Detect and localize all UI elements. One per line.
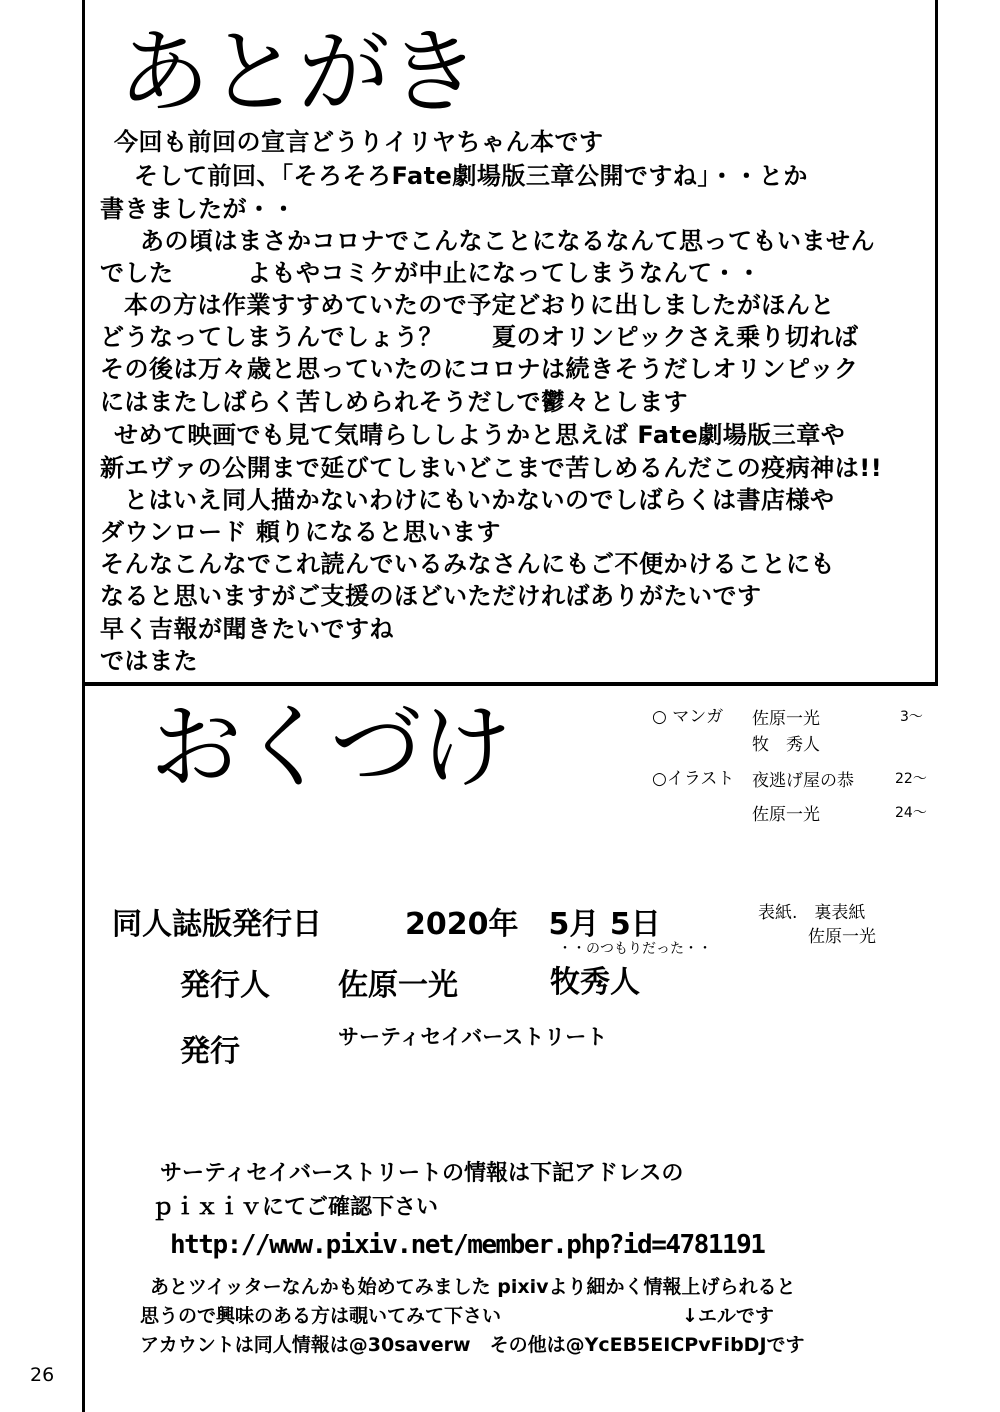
credit-manga-label: ○ マンガ	[652, 707, 724, 727]
issue-note: ・・のつもりだった・・	[558, 941, 712, 957]
section-divider	[82, 682, 938, 686]
credit-manga-artist-2: 牧 秀人	[752, 735, 820, 755]
account-line: アカウントは同人情報は@30saverw その他は@YcEB5EICPvFibDJです	[140, 1334, 805, 1356]
colophon-title: おくづけ	[150, 694, 511, 801]
afterword-line: 新エヴァの公開まで延びてしまいどこまで苦しめるんだこの疫病神は!!	[100, 454, 883, 482]
left-border	[82, 0, 85, 1412]
afterword-line: とはいえ同人描かないわけにもいかないのでしばらくは書店様や	[124, 486, 835, 514]
afterword-line: ダウンロード 頼りになると思います	[100, 518, 501, 546]
afterword-line: その後は万々歳と思っていたのにコロナは続きそうだしオリンピック	[100, 355, 859, 383]
credit-illust-page-1: 22～	[895, 771, 927, 787]
afterword-line: そして前回、「そろそろFate劇場版三章公開ですね」・・とか	[134, 162, 808, 190]
twitter-arrow: ↓エルです	[682, 1305, 774, 1327]
issue-date: 2020年 5月 5日	[405, 907, 661, 942]
pixiv-url[interactable]: http://www.pixiv.net/member.php?id=4781191	[170, 1230, 765, 1260]
right-border	[935, 0, 938, 686]
twitter-line-2: 思うので興味のある方は覗いてみて下さい	[140, 1305, 502, 1327]
publisher-1: 佐原一光	[338, 968, 458, 1003]
publisher-label: 発行人	[180, 968, 270, 1003]
afterword-title: あとがき	[118, 19, 479, 126]
issuer-name: サーティセイバーストリート	[338, 1025, 608, 1049]
afterword-line: 本の方は作業すすめていたので予定どおりに出しましたがほんと	[124, 291, 835, 319]
afterword-line: 今回も前回の宣言どうりイリヤちゃん本です	[114, 128, 604, 156]
afterword-line: ではまた	[100, 647, 198, 675]
afterword-line: どうなってしまうんでしょう？ 夏のオリンピックさえ乗り切れば	[100, 323, 859, 351]
publisher-2: 牧秀人	[550, 965, 640, 1000]
credit-manga-artist-1: 佐原一光	[752, 709, 820, 729]
afterword-line: なると思いますがご支援のほどいただければありがたいです	[100, 582, 762, 610]
afterword-line: 書きましたが・・	[100, 195, 296, 223]
afterword-line: 早く吉報が聞きたいですね	[100, 615, 394, 643]
issue-label: 同人誌版発行日	[112, 907, 322, 942]
afterword-line: あの頃はまさかコロナでこんなことになるなんて思ってもいません	[140, 227, 875, 255]
credit-illust-artist-2: 佐原一光	[752, 805, 820, 825]
credit-illust-label: ○イラスト	[652, 769, 735, 789]
afterword-line: でした よもやコミケが中止になってしまうなんて・・	[100, 259, 762, 287]
cover-credit-label: 表紙. 裏表紙	[758, 903, 866, 923]
issuer-label: 発行	[180, 1034, 240, 1069]
page-number: 26	[30, 1364, 55, 1386]
info-line-2: ｐｉｘｉｖにてご確認下さい	[152, 1195, 439, 1220]
info-line-1: サーティセイバーストリートの情報は下記アドレスの	[160, 1161, 684, 1186]
afterword-line: にはまたしばらく苦しめられそうだしで鬱々とします	[100, 388, 688, 416]
afterword-line: そんなこんなでこれ読んでいるみなさんにもご不便かけることにも	[100, 550, 835, 578]
credit-illust-page-2: 24～	[895, 805, 927, 821]
twitter-line-1: あとツイッターなんかも始めてみました pixivより細かく情報上げられると	[150, 1276, 796, 1298]
credit-illust-artist-1: 夜逃げ屋の恭	[752, 771, 854, 791]
afterword-line: せめて映画でも見て気晴らししようかと思えば Fate劇場版三章や	[114, 421, 846, 449]
credit-manga-page-1: 3～	[900, 709, 923, 725]
cover-credit-name: 佐原一光	[808, 927, 876, 947]
